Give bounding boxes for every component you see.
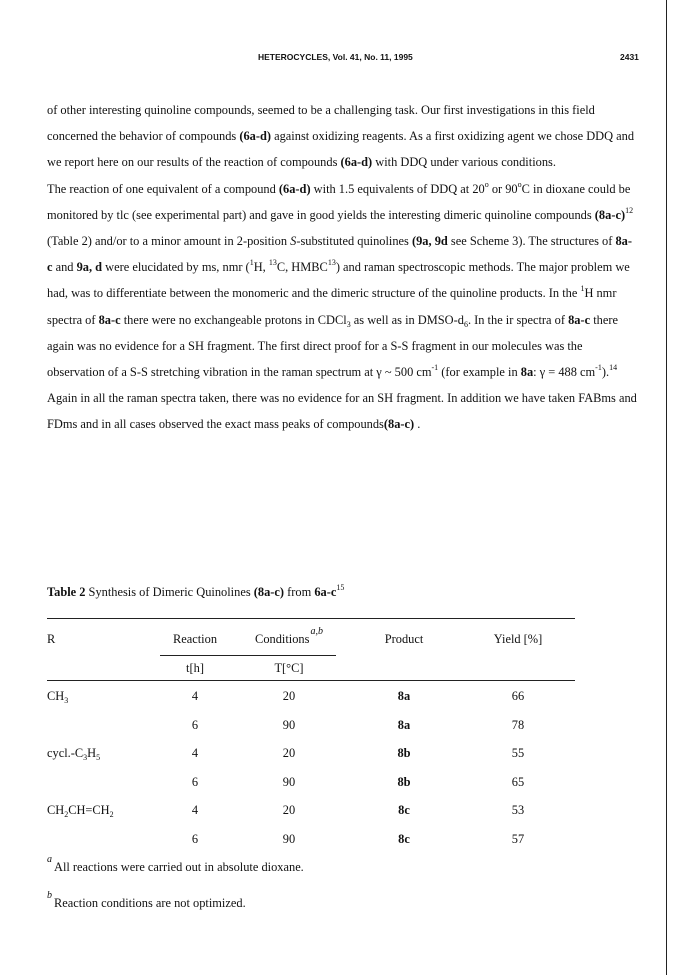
cell-product: 8b (397, 774, 411, 789)
col-header-yield: Yield [%] (493, 632, 543, 646)
cell-time: 4 (191, 746, 199, 760)
cell-temp: 90 (282, 774, 296, 789)
cell-yield: 53 (511, 803, 525, 817)
cell-product: 8a (397, 689, 411, 703)
cell-temp: 20 (282, 689, 296, 703)
cell-temp: 90 (282, 831, 296, 846)
cell-yield: 78 (511, 717, 525, 732)
footnote-b: $^b$Reaction conditions are not optimized. (47, 890, 246, 910)
cell-yield: 65 (511, 774, 525, 789)
footnote-a: $^a$All reactions were carried out in absolute dioxane. (47, 854, 304, 874)
col-header-time: t[h] (186, 661, 204, 675)
cell-temp: 20 (282, 746, 296, 760)
col-header-temp: T[°C] (274, 661, 304, 675)
cell-yield: 55 (511, 746, 525, 760)
paragraph-2: The reaction of one equivalent of a compound (6a-d) with 1.5 equivalents of DDQ at 20$^o$ or 90$^o$C in dioxane could be monitored by tlc (see experimental part) and gave in good yields the interesting dimeric quinoline compounds $(8a-c)^{12}$ (Table 2) and/or to a minor amount in 2-position S-substituted quinolines (9a, 9d see Scheme 3). The structures of 8a-c and 9a, d were elucidated by ms, nmr ($^1$H, $^{13}$C, HMBC$^{13}$) and raman spectroscopic methods. The major problem we had, was to differentiate between the monomeric and the dimeric structure of the quinoline products. In the $^1$H nmr spectra of 8a-c there were no exchangeable protons in CDCl$_3$ as well as in DMSO-$d_6$. In the ir spectra of 8a-c there again was no evidence for a SH fragment. The first direct proof for a S-S fragment in our molecules was the observation of a S-S stretching vibration in the raman spectrum at γ ~ 500 $cm^{-1}$ (for example in 8a: γ = 488 $cm^{-1}).^{14}$ Again in all the raman spectra taken, there was no evidence for an SH fragment. In addition we have taken FABms and FDms and in all cases observed the exact mass peaks of compounds(8a-c) . (47, 179, 637, 432)
table-caption: Table 2 Synthesis of Dimeric Quinolines (8a-c) from $6a-c^{15}$ (47, 583, 345, 599)
cell-yield: 66 (511, 689, 525, 703)
page-right-border (666, 0, 667, 975)
body-text (47, 97, 637, 438)
cell-product: 8c (398, 831, 410, 846)
cell-time: 6 (191, 774, 199, 789)
reference-12: 12 (625, 205, 634, 215)
journal-citation: HETEROCYCLES, Vol. 41, No. 11, 1995 (258, 52, 413, 62)
col-header-reaction: Reaction (172, 632, 218, 646)
table-header-rule (47, 680, 575, 681)
col-header-r: R (47, 632, 56, 646)
cell-product: 8b (397, 746, 411, 760)
cell-r: $CH_3$ (47, 689, 69, 705)
cell-time: 4 (191, 689, 199, 703)
cell-r: $CH_2CH=CH_2$ (47, 803, 114, 819)
cell-time: 6 (191, 717, 199, 732)
cell-product: 8c (398, 803, 410, 817)
running-header (0, 52, 683, 66)
reference-13: 13 (327, 258, 336, 268)
cell-temp: 90 (282, 717, 296, 732)
cell-time: 6 (191, 831, 199, 846)
cell-yield: 57 (511, 831, 525, 846)
cell-temp: 20 (282, 803, 296, 817)
col-header-product: Product (384, 632, 424, 646)
subheader-rule (160, 655, 336, 656)
table-top-rule (47, 618, 575, 619)
page-number: 2431 (620, 52, 639, 62)
reference-14: 14 (609, 363, 618, 373)
cell-r: $cycl.-C_3H_5$ (47, 746, 101, 762)
col-header-conditions: Conditions$^{a,b}$ (255, 626, 323, 646)
paragraph-1: of other interesting quinoline compounds, seemed to be a challenging task. Our first investigations in this field concerned the behavior of compounds (6a-d) against oxidizing reagents. As a first oxidizing agent we chose DDQ and we report here on our results of the reaction of compounds (6a-d) with DDQ under various conditions. (47, 103, 635, 170)
cell-time: 4 (191, 803, 199, 817)
cell-product: 8a (397, 717, 411, 732)
